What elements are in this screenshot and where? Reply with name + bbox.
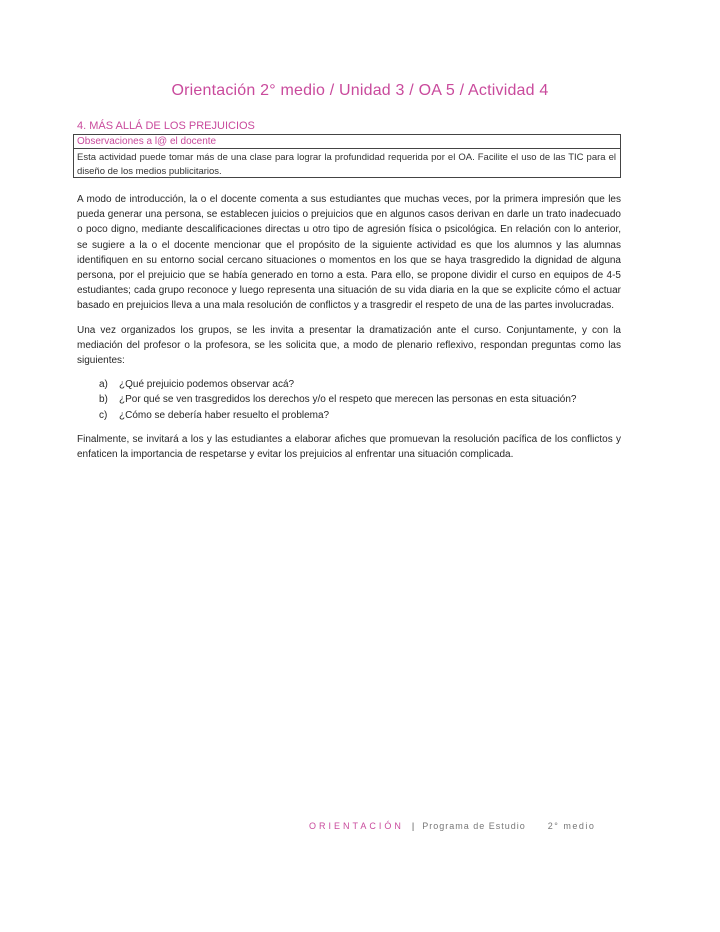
list-item [77, 377, 621, 392]
footer-program: Programa de Estudio [422, 821, 526, 831]
footer-separator: | [411, 821, 415, 831]
footer-brand: ORIENTACIÓN [309, 821, 404, 831]
section-title: 4. MÁS ALLÁ DE LOS PREJUICIOS [77, 120, 255, 132]
groups-paragraph: Una vez organizados los grupos, se les invita a presentar la dramatización ante el curso. Conjuntamente, y con la mediación del profesor o la profesora, se les solicita que, a modo de plenario reflexivo, respondan preguntas como las siguientes: [77, 324, 621, 367]
activity-content [77, 192, 621, 471]
footer-level: 2° medio [547, 821, 596, 831]
teacher-notes-body: Esta actividad puede tomar más de una clase para lograr la profundidad requerida por el OA. Facilite el uso de las TIC para el diseño de los medios publicitarios. [77, 152, 616, 177]
intro-paragraph: A modo de introducción, la o el docente comenta a sus estudiantes que muchas veces, por la primera impresión que les pueda generar una persona, se establecen juicios o prejuicios que en algunos casos derivan en darle un trato inadecuado o poco digno, mediante descalificaciones directas u otro tipo de agresión física o psicológica. En relación con lo anterior, se sugiere a la o el docente mencionar que el propósito de la siguiente actividad es que los alumnos y las alumnas identifiquen en su entorno social cercano situaciones o momentos en los que se haya trasgredido la dignidad de alguna persona, por el prejuicio que se había generado en torno a esta. Para ello, se propone dividir el curso en equipos de 4-5 estudiantes; cada grupo reconoce y luego representa una situación de su vida diaria en la que se explicite cómo el actuar basado en prejuicios lleva a una mala resolución de conflictos y a trasgredir el respeto de una de las partes involucradas. [77, 194, 621, 312]
page-title: Orientación 2° medio / Unidad 3 / OA 5 / Actividad 4 [171, 82, 549, 99]
question-text: ¿Qué prejuicio podemos observar acá? [119, 379, 295, 391]
question-letter: c) [99, 409, 108, 421]
question-list [77, 377, 621, 423]
list-item [77, 408, 621, 423]
page-footer [309, 821, 595, 831]
closing-paragraph: Finalmente, se invitará a los y las estudiantes a elaborar afiches que promuevan la resolución pacífica de los conflictos y enfaticen la importancia de respetarse y evitar los prejuicios al enfrentar una situación complicada. [77, 433, 621, 461]
teacher-notes-box [73, 134, 621, 178]
question-text: ¿Cómo se debería haber resuelto el problema? [119, 409, 330, 421]
teacher-notes-heading: Observaciones a l@ el docente [74, 135, 620, 149]
list-item [77, 392, 621, 407]
question-text: ¿Por qué se ven trasgredidos los derechos y/o el respeto que merecen las personas en esta situación? [119, 394, 577, 406]
question-letter: b) [99, 394, 108, 406]
question-letter: a) [99, 379, 108, 391]
